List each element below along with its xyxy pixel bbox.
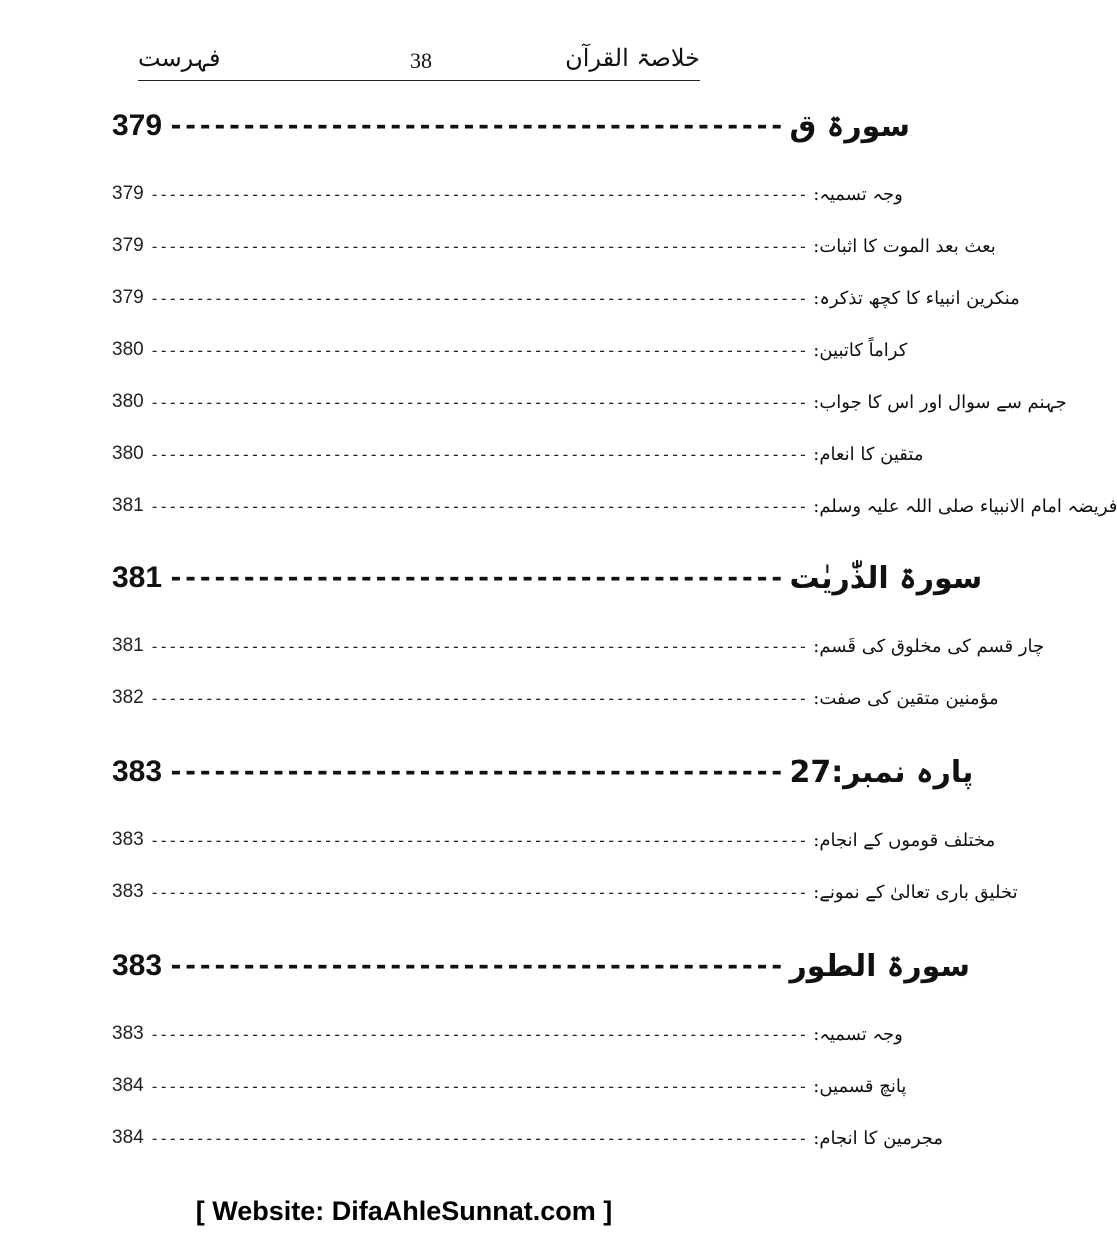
leader-dashes: ------------------------------------------------------------------------ bbox=[149, 636, 808, 656]
leader-dashes: ------------------------------------------ bbox=[168, 111, 784, 141]
page-header bbox=[138, 40, 700, 80]
toc-item-label: منکرین انبیاء کا کچھ تذکرہ: bbox=[813, 287, 1020, 309]
toc-item-label: مؤمنین متقین کی صفت: bbox=[813, 687, 999, 709]
toc-heading bbox=[112, 556, 983, 600]
toc-heading-title: سورۃ ق bbox=[789, 108, 910, 144]
toc-heading-title: سورۃ الطور bbox=[789, 948, 970, 984]
toc-item bbox=[112, 682, 999, 714]
leader-dashes: ------------------------------------------------------------------------ bbox=[149, 444, 808, 464]
toc-item-page: 384 bbox=[112, 1075, 144, 1096]
section-title: فہرست bbox=[138, 44, 221, 72]
leader-dashes: ------------------------------------------------------------------------ bbox=[149, 1128, 808, 1148]
toc-item-label: جہنم سے سوال اور اس کا جواب: bbox=[813, 391, 1067, 413]
leader-dashes: ------------------------------------------------------------------------ bbox=[149, 236, 808, 256]
toc-item-page: 382 bbox=[112, 687, 144, 708]
toc-item bbox=[112, 386, 1067, 418]
toc-item bbox=[112, 438, 924, 470]
toc-item bbox=[112, 178, 903, 210]
leader-dashes: ------------------------------------------------------------------------ bbox=[149, 1076, 808, 1096]
header-divider bbox=[138, 80, 700, 81]
toc-item-page: 380 bbox=[112, 339, 144, 360]
toc-item-label: مختلف قوموں کے انجام: bbox=[813, 829, 996, 851]
toc-item-label: متقین کا انعام: bbox=[813, 443, 924, 465]
toc-heading bbox=[112, 750, 974, 794]
leader-dashes: ------------------------------------------ bbox=[168, 757, 784, 787]
toc-item-page: 383 bbox=[112, 881, 144, 902]
toc-item bbox=[112, 230, 996, 262]
toc-item-page: 383 bbox=[112, 1023, 144, 1044]
toc-item bbox=[112, 824, 996, 856]
toc-item bbox=[112, 630, 1045, 662]
toc-heading-page: 381 bbox=[112, 561, 163, 594]
toc-item bbox=[112, 876, 1018, 908]
toc-item-label: پانچ قسمیں: bbox=[813, 1075, 907, 1097]
toc-heading-page: 383 bbox=[112, 755, 163, 788]
page-number: 38 bbox=[410, 48, 432, 73]
leader-dashes: ------------------------------------------------------------------------ bbox=[149, 496, 808, 516]
leader-dashes: ------------------------------------------------------------------------ bbox=[149, 184, 808, 204]
toc-item-page: 384 bbox=[112, 1127, 144, 1148]
toc-item-page: 380 bbox=[112, 443, 144, 464]
toc-item-label: فریضہ امام الانبیاء صلی اللہ علیہ وسلم: bbox=[813, 495, 1117, 517]
leader-dashes: ------------------------------------------------------------------------ bbox=[149, 830, 808, 850]
leader-dashes: ------------------------------------------------------------------------ bbox=[149, 340, 808, 360]
toc-heading-title: سورۃ الذّٰریٰت bbox=[789, 560, 983, 596]
toc-item-page: 379 bbox=[112, 287, 144, 308]
toc-item bbox=[112, 490, 1117, 522]
toc-item-label: مجرمین کا انجام: bbox=[813, 1127, 944, 1149]
toc-item-page: 380 bbox=[112, 391, 144, 412]
leader-dashes: ------------------------------------------------------------------------ bbox=[149, 1024, 808, 1044]
toc-heading-title: پارہ نمبر:27 bbox=[789, 754, 974, 790]
toc-item-label: تخلیق باری تعالیٰ کے نمونے: bbox=[813, 881, 1018, 903]
toc-item-label: کراماً کاتبین: bbox=[813, 339, 908, 361]
toc-heading-page: 383 bbox=[112, 949, 163, 982]
leader-dashes: ------------------------------------------------------------------------ bbox=[149, 882, 808, 902]
toc-item-label: وجہ تسمیہ: bbox=[813, 1023, 903, 1045]
toc-item bbox=[112, 1122, 944, 1154]
toc-heading bbox=[112, 104, 910, 148]
toc-item-page: 383 bbox=[112, 829, 144, 850]
toc-item-label: وجہ تسمیہ: bbox=[813, 183, 903, 205]
leader-dashes: ------------------------------------------ bbox=[168, 563, 784, 593]
leader-dashes: ------------------------------------------------------------------------ bbox=[149, 392, 808, 412]
toc-item-page: 381 bbox=[112, 495, 144, 516]
toc-heading-page: 379 bbox=[112, 109, 163, 142]
leader-dashes: ------------------------------------------------------------------------ bbox=[149, 688, 808, 708]
toc-heading bbox=[112, 944, 970, 988]
toc-item bbox=[112, 334, 908, 366]
toc-item-page: 379 bbox=[112, 235, 144, 256]
leader-dashes: ------------------------------------------ bbox=[168, 951, 784, 981]
leader-dashes: ------------------------------------------------------------------------ bbox=[149, 288, 808, 308]
toc-item-label: چار قسم کی مخلوق کی قَسم: bbox=[813, 635, 1045, 657]
book-title: خلاصۃ القرآن bbox=[565, 44, 700, 72]
toc-item bbox=[112, 282, 1020, 314]
toc-item bbox=[112, 1018, 903, 1050]
toc-item-label: بعث بعد الموت کا اثبات: bbox=[813, 235, 996, 257]
toc-item bbox=[112, 1070, 907, 1102]
toc-item-page: 381 bbox=[112, 635, 144, 656]
website-footer: [ Website: DifaAhleSunnat.com ] bbox=[195, 1196, 613, 1226]
toc-item-page: 379 bbox=[112, 183, 144, 204]
